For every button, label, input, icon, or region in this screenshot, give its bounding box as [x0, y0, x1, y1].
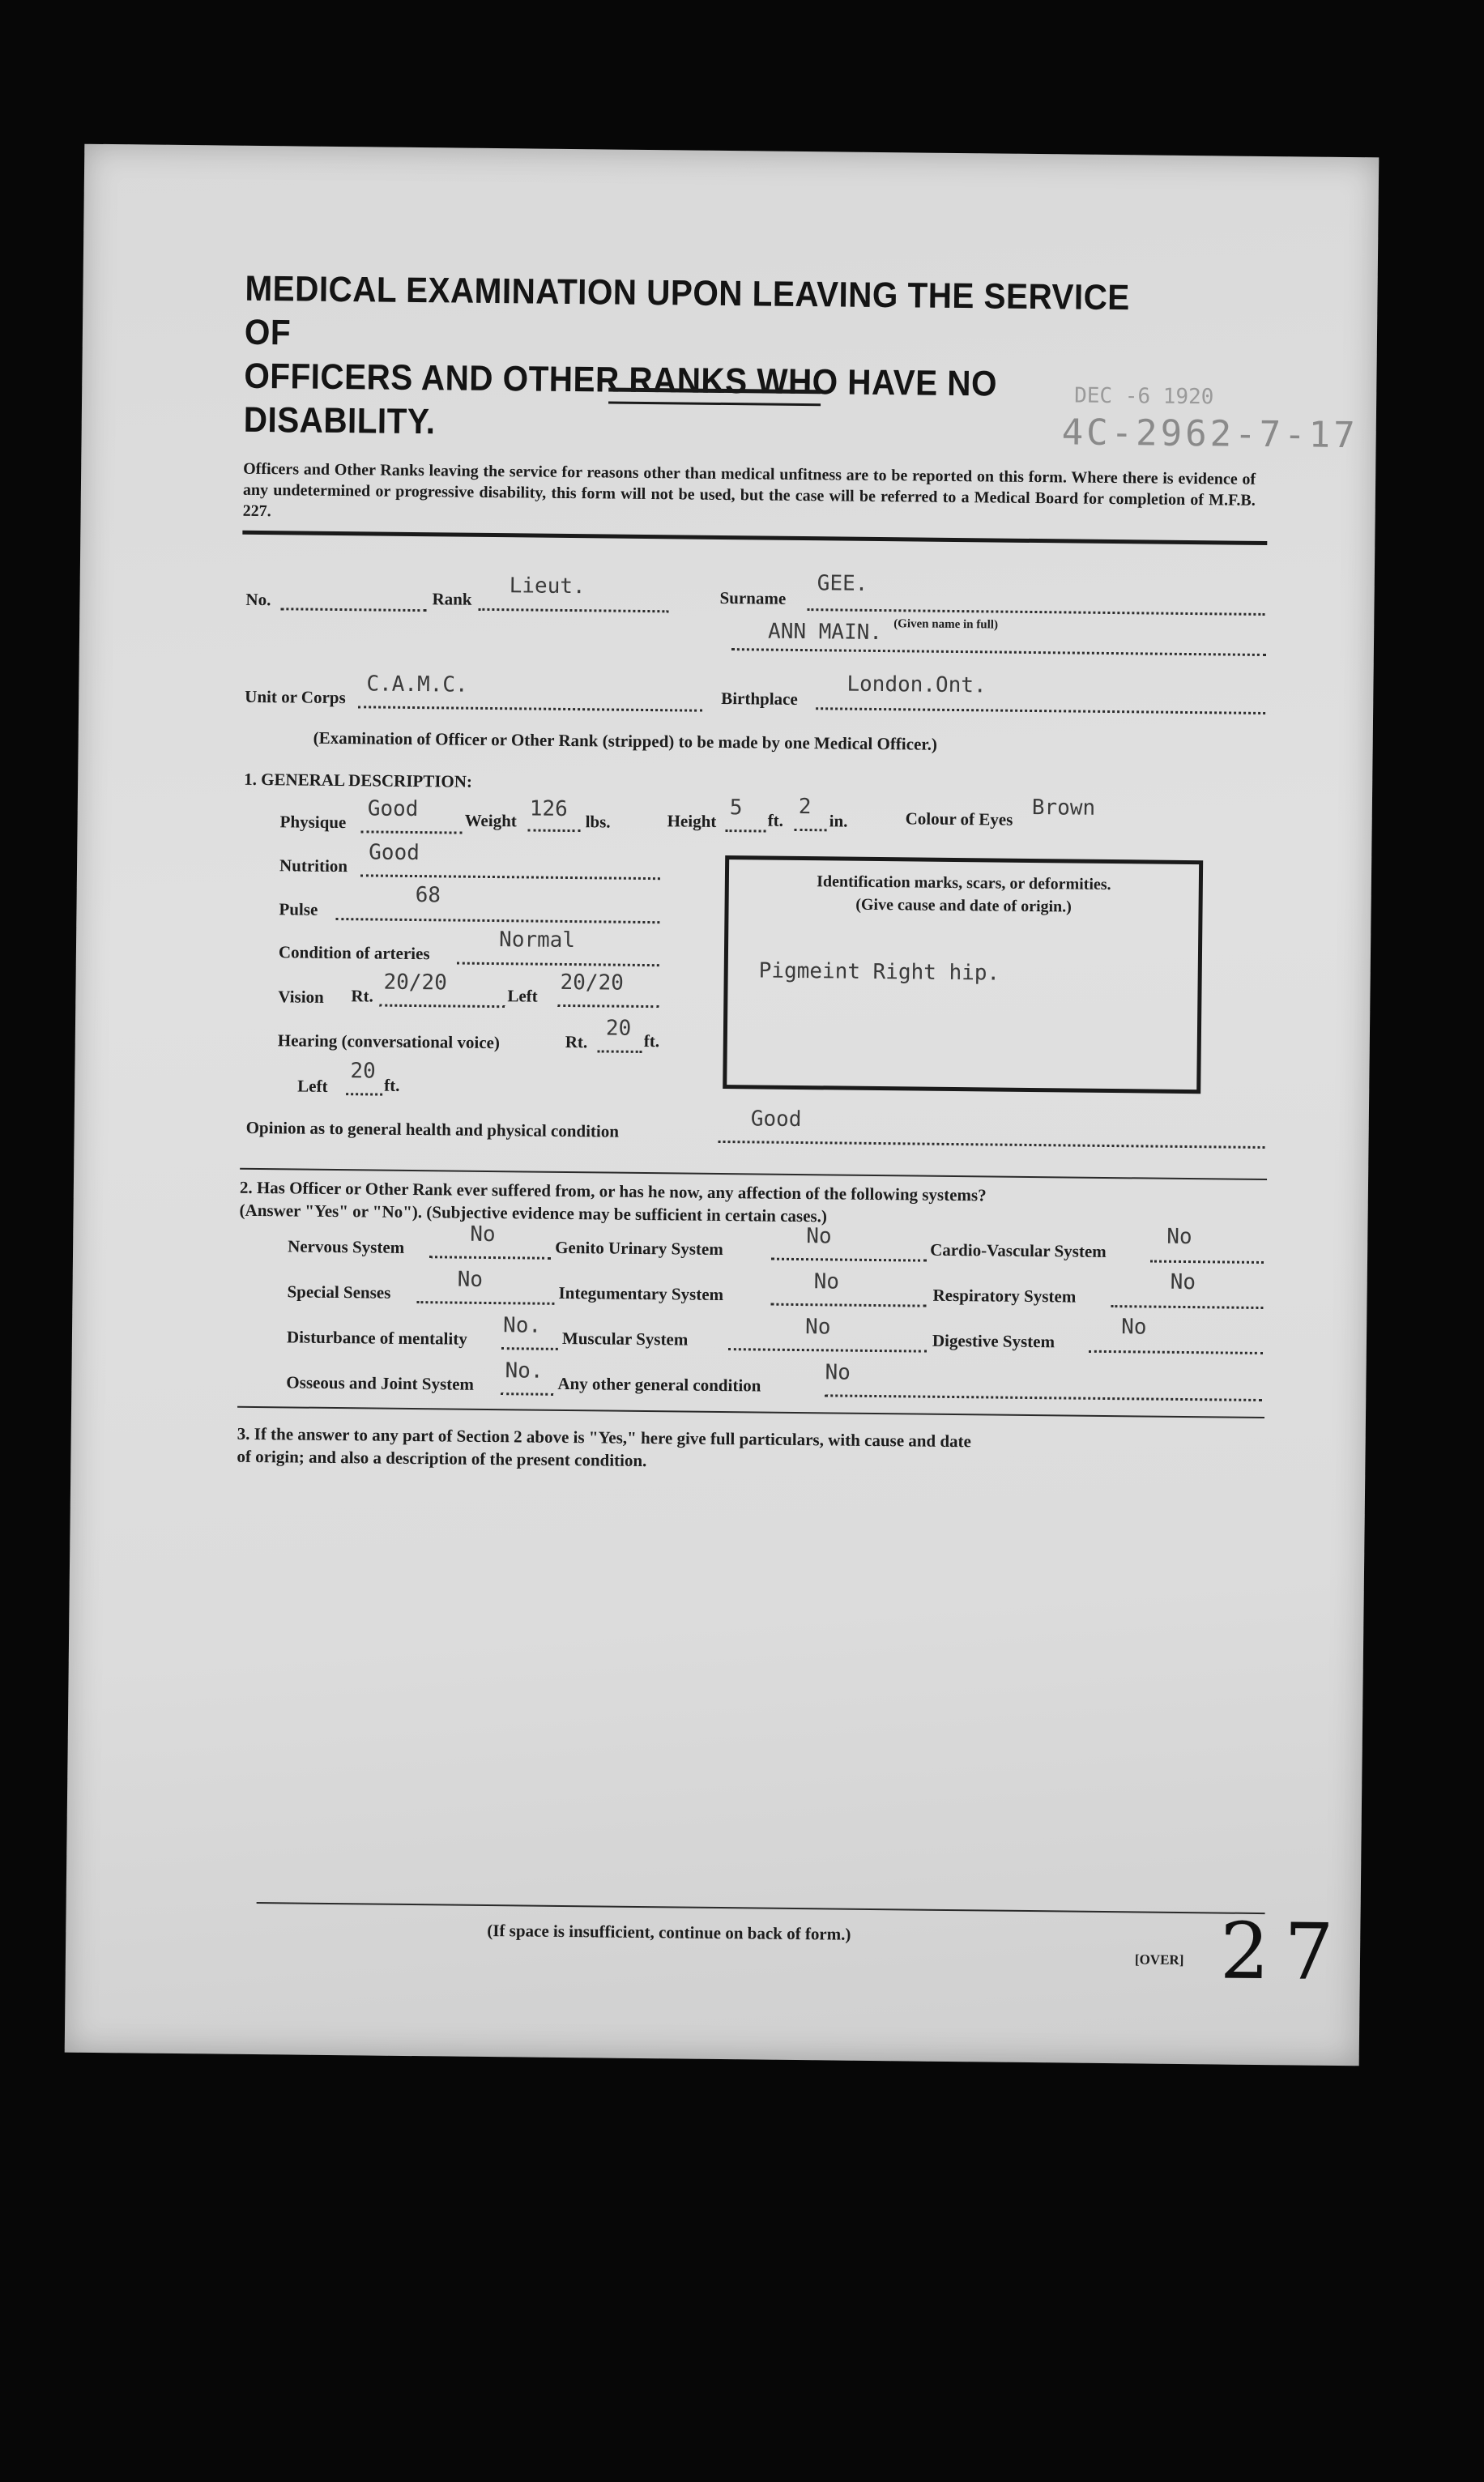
nervous-label: Nervous System: [288, 1236, 405, 1257]
digestive-value: No: [1120, 1315, 1147, 1340]
given-name-value: ANN MAIN.: [767, 619, 883, 646]
nutrition-label: Nutrition: [279, 855, 348, 876]
footer-note: (If space is insufficient, continue on back of form.): [487, 1921, 851, 1944]
unit-value: C.A.M.C.: [366, 672, 468, 697]
ft-label: ft.: [767, 810, 784, 830]
birthplace-value: London.Ont.: [846, 672, 987, 698]
surname-label: Surname: [719, 587, 787, 608]
hearing-left-ft-label: ft.: [384, 1075, 400, 1095]
over-marker: [OVER]: [1134, 1951, 1184, 1968]
cardio-value: No: [1166, 1224, 1192, 1250]
nervous-value: No: [470, 1222, 496, 1247]
nutrition-value: Good: [369, 840, 420, 866]
vision-left-value: 20/20: [560, 970, 625, 996]
mentality-value: No.: [502, 1313, 542, 1338]
date-stamp: DEC -6 1920: [1074, 383, 1214, 410]
hearing-label: Hearing (conversational voice): [277, 1030, 501, 1053]
integ-value: No: [813, 1269, 840, 1294]
given-name-note: (Given name in full): [893, 617, 999, 632]
other-label: Any other general condition: [557, 1373, 761, 1396]
resp-label: Respiratory System: [932, 1285, 1077, 1307]
genito-value: No: [806, 1224, 832, 1249]
height-in-value: 2: [798, 794, 812, 820]
no-label: No.: [245, 589, 271, 610]
vision-label: Vision: [278, 987, 324, 1007]
resp-value: No: [1170, 1269, 1196, 1295]
height-label: Height: [667, 811, 717, 831]
weight-label: Weight: [464, 810, 517, 831]
intro-text: Officers and Other Ranks leaving the service for reasons other than medical unfitness are to be reported on this form. Where there is evidence of any undetermined or progressive disability, this form will not be used, but the case will be referred to a Medical Board for completion of M.F.B. 227.: [242, 459, 1256, 521]
intro-divider: [242, 531, 1267, 545]
height-ft-value: 5: [729, 795, 743, 821]
opinion-value: Good: [750, 1107, 802, 1132]
mentality-label: Disturbance of mentality: [286, 1327, 467, 1349]
special-label: Special Senses: [287, 1282, 391, 1303]
hearing-ft-label: ft.: [643, 1030, 660, 1051]
integ-label: Integumentary System: [558, 1282, 724, 1305]
pulse-label: Pulse: [279, 899, 318, 919]
vision-rt-value: 20/20: [383, 970, 447, 996]
footer-rule: [257, 1902, 1265, 1914]
special-value: No: [457, 1267, 484, 1292]
hearing-left-value: 20: [350, 1059, 376, 1084]
vision-left-label: Left: [507, 986, 538, 1006]
vision-rt-label: Rt.: [351, 986, 373, 1006]
systems-divider: [237, 1406, 1264, 1418]
identification-value: Pigmeint Right hip.: [758, 958, 1000, 986]
weight-value: 126: [529, 796, 568, 821]
opinion-label: Opinion as to general health and physical condition: [245, 1117, 620, 1141]
osseous-value: No.: [505, 1358, 544, 1384]
form-title: MEDICAL EXAMINATION UPON LEAVING THE SERVICE OF OFFICERS AND OTHER RANKS WHO HAVE NO DISABILITY.: [243, 268, 1131, 442]
title-divider: [608, 387, 821, 406]
identification-box: [723, 855, 1203, 1094]
osseous-label: Osseous and Joint System: [286, 1372, 475, 1394]
arteries-label: Condition of arteries: [278, 942, 430, 964]
general-description-heading: 1. GENERAL DESCRIPTION:: [244, 769, 473, 791]
lbs-label: lbs.: [585, 812, 611, 832]
pulse-value: 68: [415, 883, 441, 908]
file-number-stamp: 4C-2962-7-17: [1061, 412, 1358, 457]
hearing-rt-label: Rt.: [565, 1031, 588, 1052]
systems-question: 2. Has Officer or Other Rank ever suffered from, or has he now, any affection of the following systems? (Answer "Yes" or "No"). (Subjective evidence may be sufficient in certain cases.): [239, 1177, 987, 1226]
rank-label: Rank: [432, 589, 472, 609]
hearing-rt-value: 20: [605, 1016, 632, 1041]
cardio-label: Cardio-Vascular System: [930, 1239, 1107, 1261]
identification-heading: Identification marks, scars, or deformities. (Give cause and date of origin.): [817, 872, 1111, 916]
page-number-handwritten: 27: [1219, 1905, 1349, 1998]
digestive-label: Digestive System: [932, 1330, 1055, 1352]
genito-label: Genito Urinary System: [555, 1237, 723, 1260]
eyes-value: Brown: [1031, 795, 1096, 821]
form-sheet: [65, 144, 1380, 2066]
physique-value: Good: [367, 796, 419, 822]
eyes-label: Colour of Eyes: [905, 808, 1013, 829]
muscular-value: No: [804, 1315, 831, 1340]
exam-note: (Examination of Officer or Other Rank (stripped) to be made by one Medical Officer.): [313, 727, 938, 754]
surname-value: GEE.: [817, 571, 868, 596]
muscular-label: Muscular System: [561, 1328, 689, 1350]
birthplace-label: Birthplace: [721, 688, 798, 709]
particulars-text: 3. If the answer to any part of Section 2 above is "Yes," here give full particulars, with cause and date of origin; and also a description of the present condition.: [237, 1423, 972, 1471]
rank-value: Lieut.: [509, 574, 586, 599]
unit-label: Unit or Corps: [245, 686, 346, 708]
hearing-left-label: Left: [297, 1076, 328, 1096]
other-value: No: [825, 1360, 851, 1385]
in-label: in.: [829, 811, 848, 831]
arteries-value: Normal: [498, 928, 576, 953]
physique-label: Physique: [279, 812, 347, 833]
